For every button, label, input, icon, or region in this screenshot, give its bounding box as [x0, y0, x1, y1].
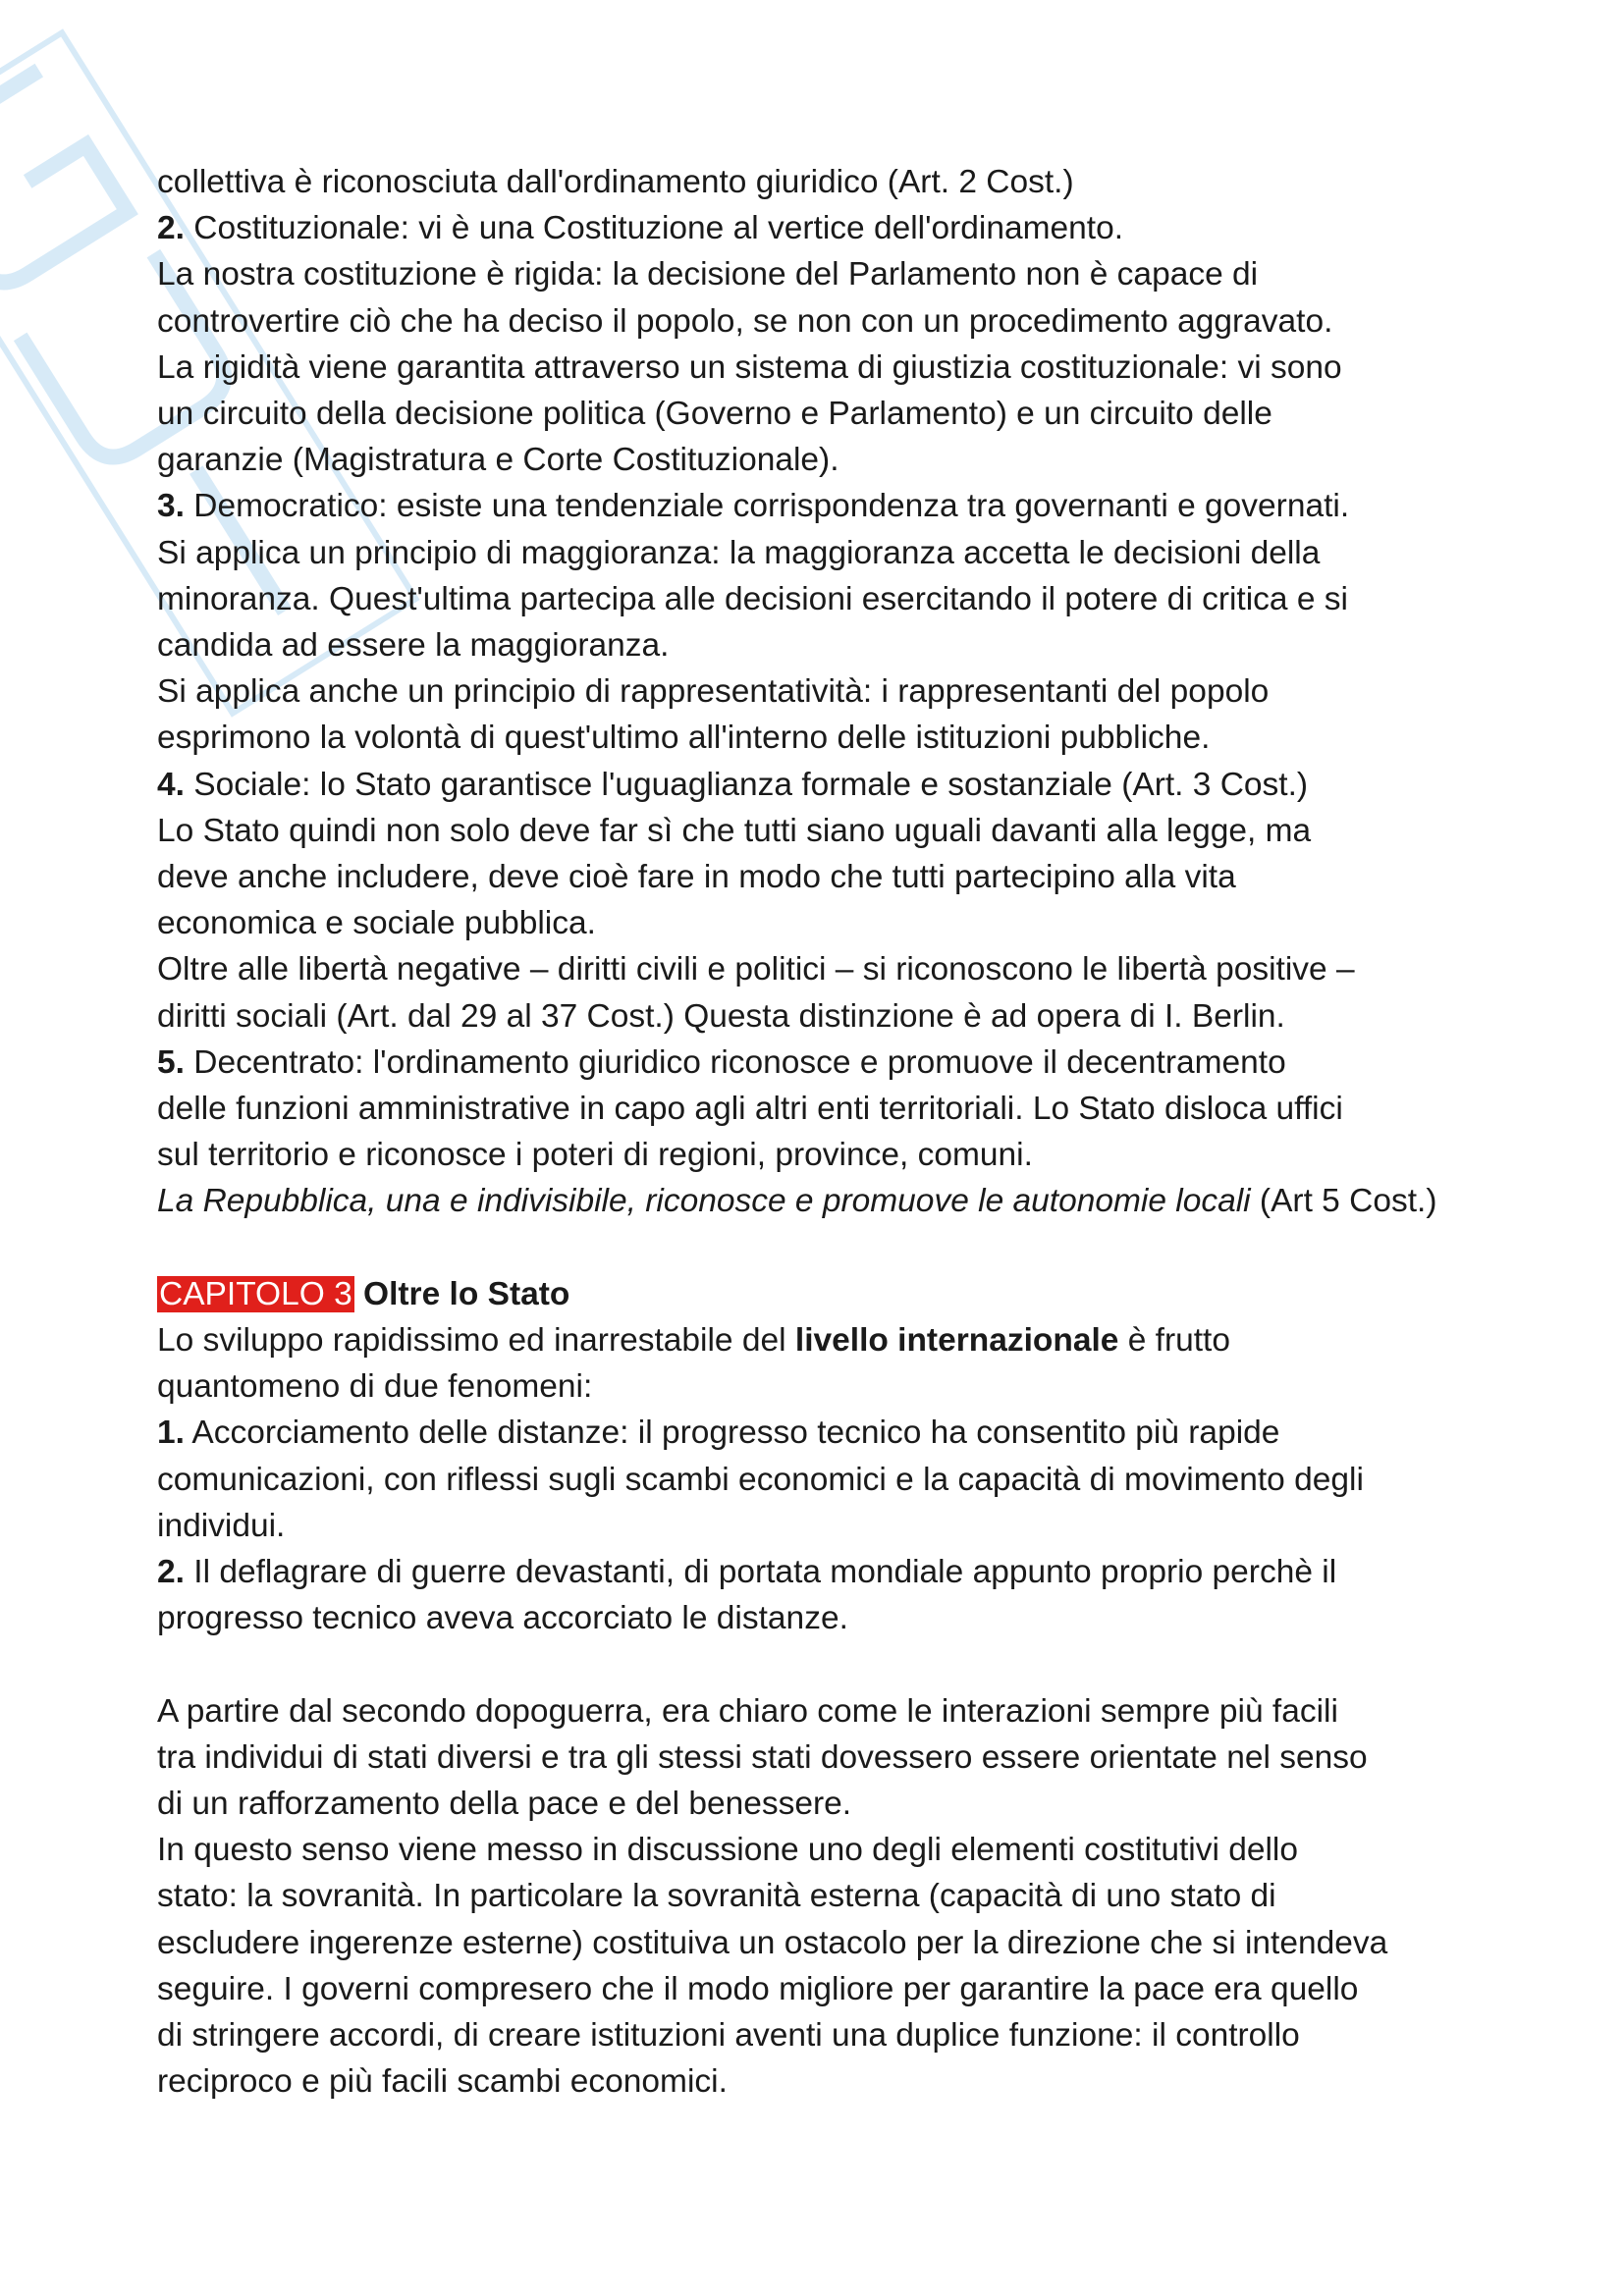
text-line: un circuito della decisione politica (Governo e Parlamento) e un circuito delle	[157, 396, 1272, 433]
text-line: Si applica anche un principio di rappresentatività: i rappresentanti del popolo	[157, 673, 1270, 711]
list-number: 1.	[157, 1415, 185, 1452]
chapter-title: Oltre lo Stato	[353, 1275, 570, 1312]
text-line: comunicazioni, con riflessi sugli scambi economici e la capacità di movimento degli	[157, 1461, 1364, 1498]
text-line: quantomeno di due fenomeni:	[157, 1368, 593, 1406]
list-item-text: Democratico: esiste una tendenziale corrispondenza tra governanti e governati.	[184, 488, 1350, 525]
intro-text-end: è frutto	[1118, 1322, 1230, 1360]
text-line: collettiva è riconosciuta dall'ordinamento giuridico (Art. 2 Cost.)	[157, 164, 1074, 200]
text-line: esprimono la volontà di quest'ultimo all'interno delle istituzioni pubbliche.	[157, 720, 1211, 757]
list-number: 3.	[157, 488, 185, 525]
list-number: 2.	[157, 210, 185, 247]
text-line: A partire dal secondo dopoguerra, era chiaro come le interazioni sempre più facili	[157, 1692, 1338, 1730]
text-line: controvertire ciò che ha deciso il popolo, se non con un procedimento aggravato.	[157, 302, 1333, 340]
text-line: reciproco e più facili scambi economici.	[157, 2063, 728, 2101]
list-item-text: Sociale: lo Stato garantisce l'uguaglianza formale e sostanziale (Art. 3 Cost.)	[184, 766, 1309, 803]
text-line: minoranza. Quest'ultima partecipa alle decisioni esercitando il potere di critica e si	[157, 580, 1348, 617]
list-item-1	[157, 1410, 1512, 1456]
text-line: delle funzioni amministrative in capo agli altri enti territoriali. Lo Stato disloca uffici	[157, 1091, 1343, 1128]
text-line: individui.	[157, 1507, 286, 1544]
text-line: stato: la sovranità. In particolare la sovranità esterna (capacità di uno stato di	[157, 1878, 1276, 1915]
text-line: deve anche includere, deve cioè fare in modo che tutti partecipino alla vita	[157, 859, 1236, 896]
paragraph-spacer	[157, 1641, 1512, 1687]
text-line: garanzie (Magistratura e Corte Costituzionale).	[157, 442, 839, 479]
paragraph-spacer	[157, 1225, 1512, 1271]
list-item-text: Il deflagrare di guerre devastanti, di portata mondiale appunto proprio perchè il	[184, 1554, 1337, 1591]
intro-bold: livello internazionale	[794, 1322, 1119, 1360]
list-item-2	[157, 205, 1512, 251]
list-item-2	[157, 1549, 1512, 1595]
text-line: candida ad essere la maggioranza.	[157, 627, 670, 665]
list-item-text: Accorciamento delle distanze: il progresso tecnico ha consentito più rapide	[184, 1415, 1280, 1452]
text-line: seguire. I governi compresero che il modo migliore per garantire la pace era quello	[157, 1970, 1359, 2007]
text-line: escludere ingerenze esterne) costituiva un ostacolo per la direzione che si intendeva	[157, 1924, 1388, 1961]
text-line: Lo Stato quindi non solo deve far sì che tutti siano uguali davanti alla legge, ma	[157, 812, 1312, 849]
text-line	[157, 1317, 1512, 1363]
text-line: economica e sociale pubblica.	[157, 905, 596, 942]
chapter-heading	[157, 1271, 1512, 1317]
text-line: di un rafforzamento della pace e del benessere.	[157, 1786, 852, 1823]
intro-text: Lo sviluppo rapidissimo ed inarrestabile del	[157, 1322, 795, 1360]
text-line: sul territorio e riconosce i poteri di regioni, province, comuni.	[157, 1137, 1033, 1174]
quote-italic: La Repubblica, una e indivisibile, riconosce e promuove le autonomie locali	[157, 1183, 1251, 1220]
list-item-text: Decentrato: l'ordinamento giuridico riconosce e promuove il decentramento	[184, 1043, 1286, 1081]
list-number: 4.	[157, 766, 185, 803]
text-line: Oltre alle libertà negative – diritti civili e politici – si riconoscono le libertà positive –	[157, 951, 1355, 988]
constitution-quote	[157, 1178, 1512, 1224]
list-number: 2.	[157, 1554, 185, 1591]
list-number: 5.	[157, 1043, 185, 1081]
list-item-5	[157, 1040, 1512, 1086]
text-line: tra individui di stati diversi e tra gli stessi stati dovessero essere orientate nel senso	[157, 1738, 1368, 1776]
text-line: progresso tecnico aveva accorciato le distanze.	[157, 1600, 848, 1637]
text-line: diritti sociali (Art. dal 29 al 37 Cost.) Questa distinzione è ad opera di I. Berlin.	[157, 997, 1285, 1035]
chapter-label: CAPITOLO 3	[159, 1275, 352, 1312]
text-line: di stringere accordi, di creare istituzioni aventi una duplice funzione: il controllo	[157, 2017, 1300, 2055]
text-line: In questo senso viene messo in discussione uno degli elementi costitutivi dello	[157, 1832, 1298, 1869]
text-line: La rigidità viene garantita attraverso un sistema di giustizia costituzionale: vi sono	[157, 348, 1342, 386]
quote-reference: (Art 5 Cost.)	[1250, 1183, 1437, 1220]
list-item-4	[157, 762, 1512, 808]
list-item-3	[157, 483, 1512, 529]
text-line: Si applica un principio di maggioranza: la maggioranza accetta le decisioni della	[157, 534, 1321, 571]
list-item-text: Costituzionale: vi è una Costituzione al vertice dell'ordinamento.	[184, 210, 1124, 247]
text-line: La nostra costituzione è rigida: la decisione del Parlamento non è capace di	[157, 256, 1259, 294]
document-body	[157, 159, 1512, 2106]
